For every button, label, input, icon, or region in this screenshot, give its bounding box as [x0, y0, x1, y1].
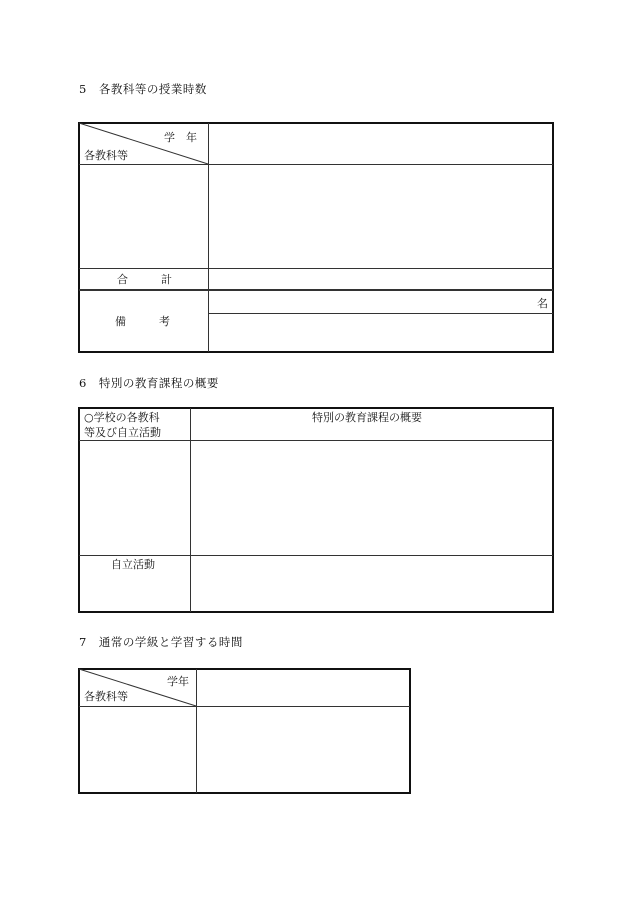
section5-corner-subjects-label: 各教科等 [84, 149, 128, 162]
section5-name-row-line [209, 313, 553, 314]
section6-heading: 6 特別の教育課程の概要 [79, 376, 219, 390]
section5-corner-grade-label: 学 年 [164, 131, 197, 144]
section5-heading: 5 各教科等の授業時数 [79, 82, 207, 96]
section5-total-row-bottom-line [79, 289, 553, 291]
section7-corner-subjects-label: 各教科等 [84, 690, 128, 703]
section6-col1-header-line2: 等及び自立活動 [84, 426, 161, 439]
section5-remarks-label: 備 考 [115, 315, 170, 328]
section5-header-row-line [79, 164, 553, 165]
section7-header-row-line [79, 706, 410, 707]
section5-col-divider [208, 123, 209, 352]
section7-heading: 7 通常の学級と学習する時間 [79, 635, 243, 649]
section6-header-row-line [79, 440, 553, 441]
section6-col2-header: 特別の教育課程の概要 [312, 411, 422, 424]
section5-total-label: 合 計 [117, 273, 172, 286]
section6-independent-activity-row-line [79, 555, 553, 556]
section6-col1-header-line1: ○学校の各教科 [84, 411, 160, 424]
section7-col-divider [196, 669, 197, 793]
section7-corner-grade-label: 学年 [167, 675, 189, 688]
section6-independent-activity-label: 自立活動 [111, 558, 155, 571]
section5-total-row-top-line [79, 268, 553, 269]
section6-col-divider [190, 408, 191, 612]
section5-name-label: 名 [537, 297, 548, 310]
